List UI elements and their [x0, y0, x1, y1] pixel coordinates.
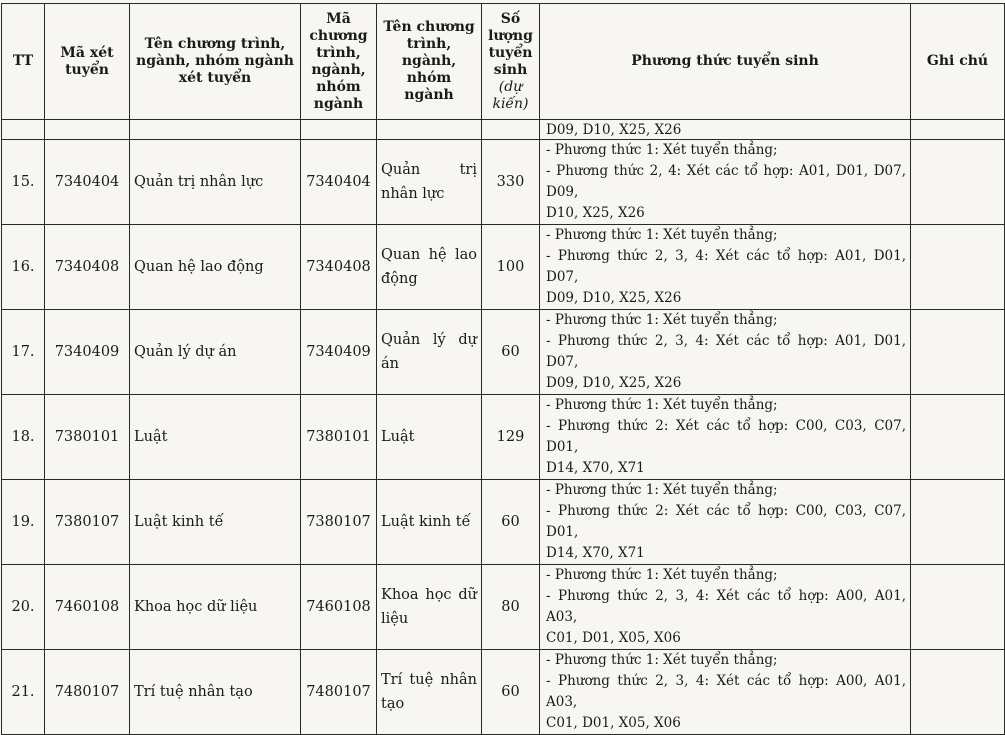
- row-tt: 17.: [2, 310, 45, 395]
- header-tt: TT: [2, 4, 45, 120]
- row-tt: 21.: [2, 650, 45, 735]
- row-ma-chuong-trinh: 7340404: [301, 140, 377, 225]
- row-ten-nganh: Khoa học dữ liệu: [377, 565, 482, 650]
- row-ma-xet-tuyen: 7340409: [45, 310, 130, 395]
- header-so-luong-label: Số lượng tuyển sinh: [488, 10, 533, 78]
- phuong-thuc-line: - Phương thức 2, 3, 4: Xét các tổ hợp: A01, D01, D07,: [546, 333, 906, 370]
- header-ten-chuong-trinh: Tên chương trình, ngành, nhóm ngành xét tuyển: [130, 4, 301, 120]
- row-tt: 19.: [2, 480, 45, 565]
- row-ma-xet-tuyen: 7480107: [45, 650, 130, 735]
- phuong-thuc-line: - Phương thức 2: Xét các tổ hợp: C00, C03, C07, D01,: [546, 418, 906, 455]
- row-ma-chuong-trinh: 7460108: [301, 565, 377, 650]
- row-ten-chuong-trinh: Quản trị nhân lực: [130, 140, 301, 225]
- phuong-thuc-line: C01, D01, X05, X06: [546, 715, 681, 731]
- phuong-thuc-line: D10, X25, X26: [546, 205, 645, 221]
- phuong-thuc-line: D09, D10, X25, X26: [546, 375, 682, 391]
- phuong-thuc-line: - Phương thức 1: Xét tuyển thẳng;: [546, 482, 778, 498]
- header-so-luong: [482, 4, 540, 120]
- row-phuong-thuc: [540, 140, 911, 225]
- admission-table: [1, 3, 1005, 735]
- phuong-thuc-line: D09, D10, X25, X26: [546, 290, 682, 306]
- continuation-row: [2, 120, 1005, 140]
- row-phuong-thuc: [540, 395, 911, 480]
- row-ten-chuong-trinh: Trí tuệ nhân tạo: [130, 650, 301, 735]
- continuation-text: D09, D10, X25, X26: [540, 120, 911, 140]
- header-ten-nganh: Tên chương trình, ngành, nhóm ngành: [377, 4, 482, 120]
- row-tt: 16.: [2, 225, 45, 310]
- table-row: [2, 225, 1005, 310]
- row-phuong-thuc: [540, 565, 911, 650]
- phuong-thuc-line: - Phương thức 2, 3, 4: Xét các tổ hợp: A00, A01, A03,: [546, 673, 906, 710]
- table-row: [2, 310, 1005, 395]
- row-ma-chuong-trinh: 7480107: [301, 650, 377, 735]
- phuong-thuc-line: - Phương thức 1: Xét tuyển thẳng;: [546, 142, 778, 158]
- row-ten-nganh: Quản trị nhân lực: [377, 140, 482, 225]
- row-ten-nganh: Quản lý dự án: [377, 310, 482, 395]
- header-phuong-thuc: Phương thức tuyển sinh: [540, 4, 911, 120]
- header-ma-xet-tuyen: Mã xét tuyển: [45, 4, 130, 120]
- row-so-luong: 129: [482, 395, 540, 480]
- table-row: [2, 140, 1005, 225]
- row-ma-chuong-trinh: 7380101: [301, 395, 377, 480]
- row-so-luong: 60: [482, 480, 540, 565]
- row-phuong-thuc: [540, 480, 911, 565]
- row-ma-xet-tuyen: 7460108: [45, 565, 130, 650]
- row-tt: 18.: [2, 395, 45, 480]
- row-ma-xet-tuyen: 7340408: [45, 225, 130, 310]
- row-so-luong: 80: [482, 565, 540, 650]
- row-ten-chuong-trinh: Quản lý dự án: [130, 310, 301, 395]
- row-ghi-chu: [911, 225, 1005, 310]
- row-ten-chuong-trinh: Luật kinh tế: [130, 480, 301, 565]
- row-ghi-chu: [911, 395, 1005, 480]
- phuong-thuc-line: - Phương thức 1: Xét tuyển thẳng;: [546, 397, 778, 413]
- row-ten-nganh: Luật: [377, 395, 482, 480]
- row-ghi-chu: [911, 310, 1005, 395]
- table-row: [2, 650, 1005, 735]
- phuong-thuc-line: C01, D01, X05, X06: [546, 630, 681, 646]
- row-phuong-thuc: [540, 650, 911, 735]
- row-ma-xet-tuyen: 7380101: [45, 395, 130, 480]
- row-ten-chuong-trinh: Quan hệ lao động: [130, 225, 301, 310]
- row-ma-chuong-trinh: 7340408: [301, 225, 377, 310]
- row-ghi-chu: [911, 650, 1005, 735]
- row-ten-nganh: Quan hệ lao động: [377, 225, 482, 310]
- phuong-thuc-line: D14, X70, X71: [546, 545, 645, 561]
- row-ten-nganh: Trí tuệ nhân tạo: [377, 650, 482, 735]
- row-phuong-thuc: [540, 225, 911, 310]
- header-row: [2, 4, 1005, 120]
- row-ma-chuong-trinh: 7340409: [301, 310, 377, 395]
- row-so-luong: 60: [482, 650, 540, 735]
- phuong-thuc-line: - Phương thức 2: Xét các tổ hợp: C00, C03, C07, D01,: [546, 503, 906, 540]
- phuong-thuc-line: - Phương thức 1: Xét tuyển thẳng;: [546, 312, 778, 328]
- row-ten-chuong-trinh: Khoa học dữ liệu: [130, 565, 301, 650]
- header-so-luong-note: (dự kiến): [492, 78, 529, 112]
- header-ma-chuong-trinh: Mã chương trình, ngành, nhóm ngành: [301, 4, 377, 120]
- row-ghi-chu: [911, 140, 1005, 225]
- row-ma-chuong-trinh: 7380107: [301, 480, 377, 565]
- table-row: [2, 565, 1005, 650]
- phuong-thuc-line: - Phương thức 1: Xét tuyển thẳng;: [546, 227, 778, 243]
- row-tt: 15.: [2, 140, 45, 225]
- row-phuong-thuc: [540, 310, 911, 395]
- row-ten-nganh: Luật kinh tế: [377, 480, 482, 565]
- phuong-thuc-line: - Phương thức 1: Xét tuyển thẳng;: [546, 652, 778, 668]
- phuong-thuc-line: - Phương thức 2, 3, 4: Xét các tổ hợp: A01, D01, D07,: [546, 248, 906, 285]
- row-so-luong: 60: [482, 310, 540, 395]
- row-so-luong: 330: [482, 140, 540, 225]
- row-ma-xet-tuyen: 7340404: [45, 140, 130, 225]
- phuong-thuc-line: - Phương thức 2, 4: Xét các tổ hợp: A01, D01, D07, D09,: [546, 163, 906, 200]
- row-ten-chuong-trinh: Luật: [130, 395, 301, 480]
- phuong-thuc-line: - Phương thức 2, 3, 4: Xét các tổ hợp: A00, A01, A03,: [546, 588, 906, 625]
- row-tt: 20.: [2, 565, 45, 650]
- phuong-thuc-line: D14, X70, X71: [546, 460, 645, 476]
- table-row: [2, 480, 1005, 565]
- row-ghi-chu: [911, 480, 1005, 565]
- table-row: [2, 395, 1005, 480]
- row-ma-xet-tuyen: 7380107: [45, 480, 130, 565]
- row-ghi-chu: [911, 565, 1005, 650]
- phuong-thuc-line: - Phương thức 1: Xét tuyển thẳng;: [546, 567, 778, 583]
- header-ghi-chu: Ghi chú: [911, 4, 1005, 120]
- row-so-luong: 100: [482, 225, 540, 310]
